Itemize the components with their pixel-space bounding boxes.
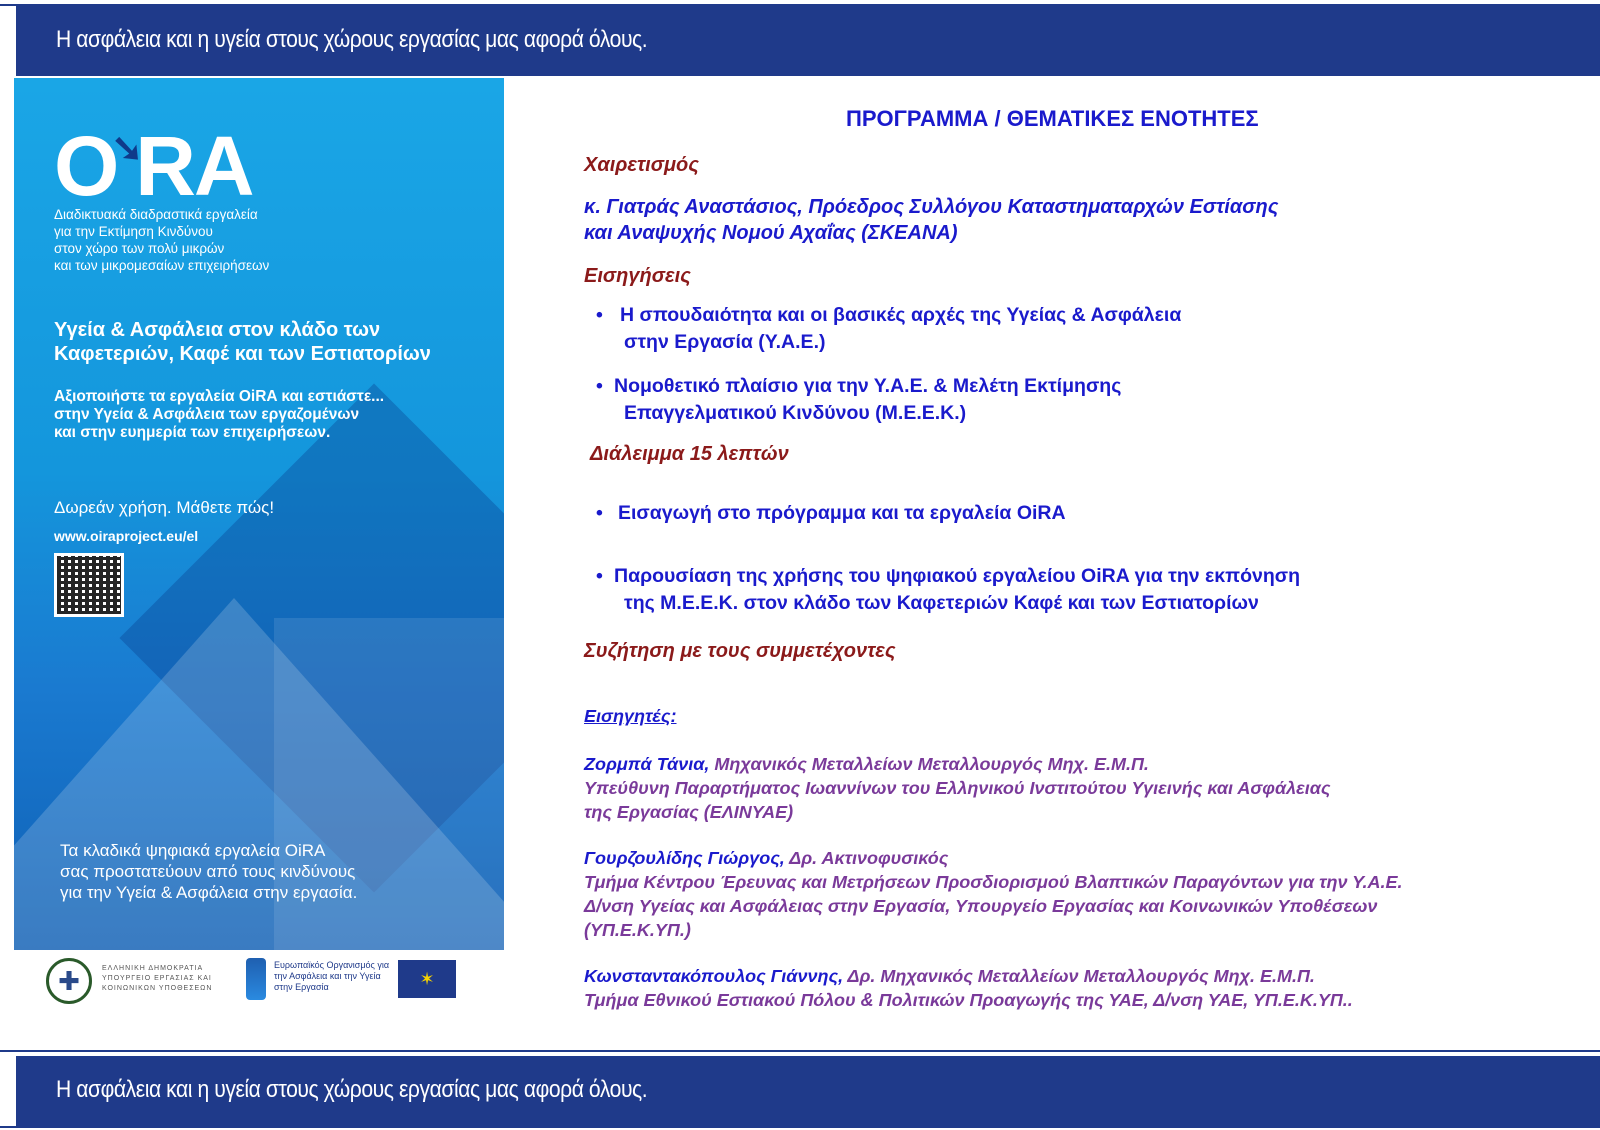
greeting-label: Χαιρετισμός	[584, 154, 699, 176]
eu-osha-logo-text: Ευρωπαϊκός Οργανισμός για την Ασφάλεια και την Υγεία στην Εργασία	[274, 960, 390, 992]
talks-label: Εισηγήσεις	[584, 265, 691, 287]
eu-osha-logo-icon	[246, 958, 266, 1000]
oira-poster	[14, 78, 504, 950]
banner-left-stripe	[0, 1056, 16, 1126]
poster-subtitle: Διαδικτυακά διαδραστικά εργαλεία για την Εκτίμηση Κινδύνου στον χώρο των πολύ μικρών και των μικρομεσαίων επιχειρήσεων	[54, 207, 270, 273]
bottom-edge-line	[0, 1126, 1600, 1128]
bullet-icon: •	[596, 502, 603, 524]
banner-left-bar	[16, 1056, 20, 1126]
bottom-divider-line	[0, 1050, 1600, 1052]
poster-call-to-action: Αξιοποιήστε τα εργαλεία OiRA και εστιάστε... στην Υγεία & Ασφάλεια των εργαζομένων και στην ευημερία των επιχειρήσεων.	[54, 388, 385, 441]
ministry-logo-text: ΕΛΛΗΝΙΚΗ ΔΗΜΟΚΡΑΤΙΑ ΥΠΟΥΡΓΕΙΟ ΕΡΓΑΣΙΑΣ ΚΑΙ ΚΟΙΝΩΝΙΚΩΝ ΥΠΟΘΕΣΕΩΝ	[102, 965, 213, 992]
top-banner	[0, 4, 1600, 76]
speakers-label: Εισηγητές:	[584, 706, 677, 726]
speaker-entry: Κωνσταντακόπουλος Γιάννης, Δρ. Μηχανικός Μεταλλείων Μεταλλουργός Μηχ. Ε.Μ.Π. Τμήμα Εθνικού Εστιακού Πόλου & Πολιτικών Προαγωγής της ΥΑΕ, Δ/νση ΥΑΕ, ΥΠ.Ε.Κ.ΥΠ..	[584, 966, 1353, 1010]
speaker-entry: Ζορμπά Τάνια, Μηχανικός Μεταλλείων Μεταλλουργός Μηχ. Ε.Μ.Π. Υπεύθυνη Παραρτήματος Ιωαννίνων του Ελληνικού Ινστιτούτου Υγιεινής και Ασφάλειας της Εργασίας (ΕΛΙΝΥΑΕ)	[584, 754, 1331, 822]
speaker-entry: Γουρζουλίδης Γιώργος, Δρ. Ακτινοφυσικός Τμήμα Κέντρου Έρευνας και Μετρήσεων Προσδιορισμού Βλαπτικών Παραγόντων για την Υ.Α.Ε. Δ/νση Υγείας και Ασφάλειας στην Εργασία, Υπουργείο Εργασίας και Κοινωνικών Υποθέσεων (ΥΠ.Ε.Κ.ΥΠ.)	[584, 848, 1403, 940]
poster-free-use: Δωρεάν χρήση. Μάθετε πώς!	[54, 498, 275, 517]
bullet-icon: •	[596, 304, 603, 326]
bullet-icon: •	[596, 565, 603, 587]
banner-text: Η ασφάλεια και η υγεία στους χώρους εργασίας μας αφορά όλους.	[56, 1076, 648, 1103]
banner-text: Η ασφάλεια και η υγεία στους χώρους εργασίας μας αφορά όλους.	[56, 26, 648, 53]
poster-heading: Υγεία & Ασφάλεια στον κλάδο των Καφετεριών, Καφέ και των Εστιατορίων	[54, 319, 431, 365]
qr-code	[54, 553, 124, 617]
greeting-text: κ. Γιατράς Αναστάσιος, Πρόεδρος Συλλόγου Καταστηματαρχών Εστίασης και Αναψυχής Νομού Αχαΐας (ΣΚΕΑΝΑ)	[584, 196, 1279, 244]
banner-left-bar	[16, 6, 20, 76]
oira-logo: O➘RA	[54, 119, 253, 213]
discussion-label: Συζήτηση με τους συμμετέχοντες	[584, 640, 896, 662]
poster-bottom-text: Τα κλαδικά ψηφιακά εργαλεία OiRA σας προστατεύουν από τους κινδύνους για την Υγεία & Ασφάλεια στην εργασία.	[60, 841, 358, 902]
bullet-icon: •	[596, 375, 603, 397]
eu-flag-icon: ✶	[398, 960, 456, 998]
sponsor-logos	[46, 958, 496, 1018]
poster-url: www.oiraproject.eu/el	[54, 528, 199, 544]
program-title: ΠΡΟΓΡΑΜΜΑ / ΘΕΜΑΤΙΚΕΣ ΕΝΟΤΗΤΕΣ	[846, 106, 1259, 131]
hellenic-republic-seal-icon: ✚	[46, 958, 92, 1004]
bottom-banner	[0, 1056, 1600, 1126]
banner-left-stripe	[0, 6, 16, 76]
break-label: Διάλειμμα 15 λεπτών	[590, 443, 789, 465]
oira-arrow-icon: ➘	[111, 128, 142, 170]
